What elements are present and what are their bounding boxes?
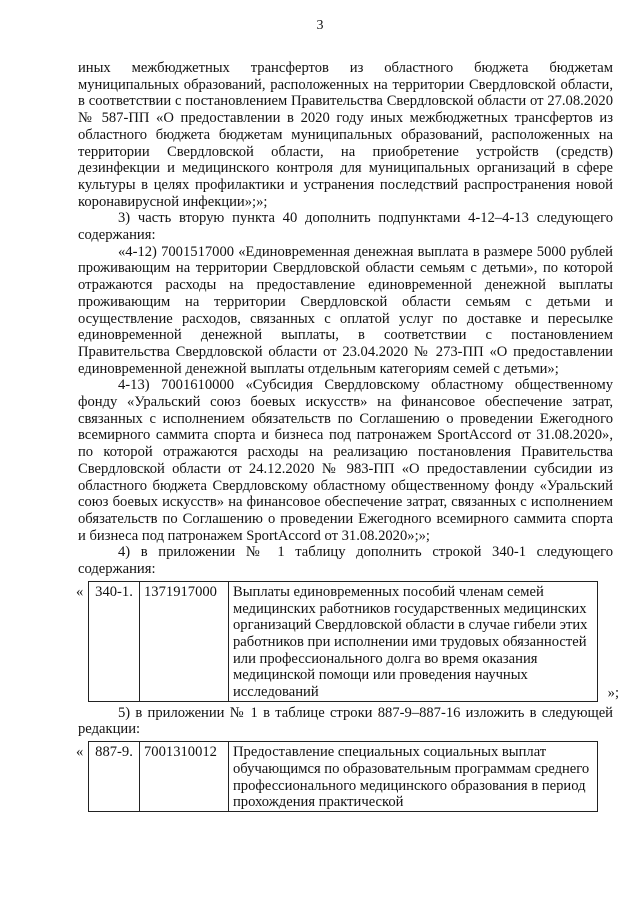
open-quote: « (76, 744, 84, 761)
paragraph-item-3: 3) часть вторую пункта 40 дополнить подпунктами 4-12–4-13 следующего содержания: (78, 210, 613, 244)
document-body (76, 60, 619, 812)
paragraph-item-4: 4) в приложении № 1 таблицу дополнить строкой 340-1 следующего содержания: (78, 544, 613, 578)
code-cell: 7001310012 (140, 742, 229, 812)
row-number-cell: 887-9. (89, 742, 140, 812)
close-quote: »; (607, 685, 619, 702)
paragraph-subitem-4-13: 4-13) 7001610000 «Субсидия Свердловскому областному общественному фонду «Уральский союз боевых искусств» на финансовое обеспечение затрат, связанных с исполнением обязательств по Соглашению о проведении Ежегодного всемирного саммита спорта и бизнеса под патронажем SportAccord от 31.08.2020», по которой отражаются расходы на реализацию постановления Правительства Свердловской области от 24.12.2020 № 983-ПП «О предоставлении субсидии из областного бюджета Свердловскому областному общественному фонду «Уральский союз боевых искусств» на финансовое обеспечение затрат, связанных с исполнением обязательств по Соглашению о проведении Ежегодного всемирного саммита спорта и бизнеса под патронажем SportAccord от 31.08.2020»;»; (78, 377, 613, 544)
table-340-1 (88, 581, 598, 702)
table-row (89, 742, 598, 812)
page-number: 3 (316, 18, 324, 33)
table-887-9-wrapper (78, 741, 613, 812)
paragraph-continuation: иных межбюджетных трансфертов из областного бюджета бюджетам муниципальных образований, расположенных на территории Свердловской области, в соответствии с постановлением Правительства Свердловской области от 27.08.2020 № 587-ПП «О предоставлении в 2020 году иных межбюджетных трансфертов из областного бюджета бюджетам муниципальных образований, расположенных на территории Свердловской области, на приобретение устройств (средств) дезинфекции и медицинского контроля для муниципальных организаций в сфере культуры в целях профилактики и устранения последствий распространения новой коронавирусной инфекции»;»; (78, 60, 613, 210)
open-quote: « (76, 583, 84, 600)
row-number-cell: 340-1. (89, 581, 140, 701)
description-cell: Выплаты единовременных пособий членам семей медицинских работников государственных медицинских организаций Свердловской области в случае гибели этих работников при исполнении ими трудовых обязанностей или профессионального долга во время оказания медицинской помощи или проведения научных исследований (229, 581, 598, 701)
code-cell: 1371917000 (140, 581, 229, 701)
paragraph-item-5: 5) в приложении № 1 в таблице строки 887-9–887-16 изложить в следующей редакции: (78, 704, 613, 738)
table-340-1-wrapper (76, 581, 619, 702)
description-cell: Предоставление специальных социальных выплат обучающимся по образовательным программам среднего профессионального медицинского образования в период прохождения практической (229, 742, 598, 812)
paragraph-subitem-4-12: «4-12) 7001517000 «Единовременная денежная выплата в размере 5000 рублей проживающим на территории Свердловской области семьям с детьми», по которой отражаются расходы на предоставление единовременной денежной выплаты проживающим на территории Свердловской области семьям с детьми и осуществление расходов, связанных с оплатой услуг по доставке и пересылке единовременной денежной выплаты, в соответствии с постановлением Правительства Свердловской области от 23.04.2020 № 273-ПП «О предоставлении единовременной денежной выплаты отдельным категориям семей с детьми»; (78, 243, 613, 377)
table-887-9 (88, 741, 598, 812)
table-row (89, 581, 598, 701)
